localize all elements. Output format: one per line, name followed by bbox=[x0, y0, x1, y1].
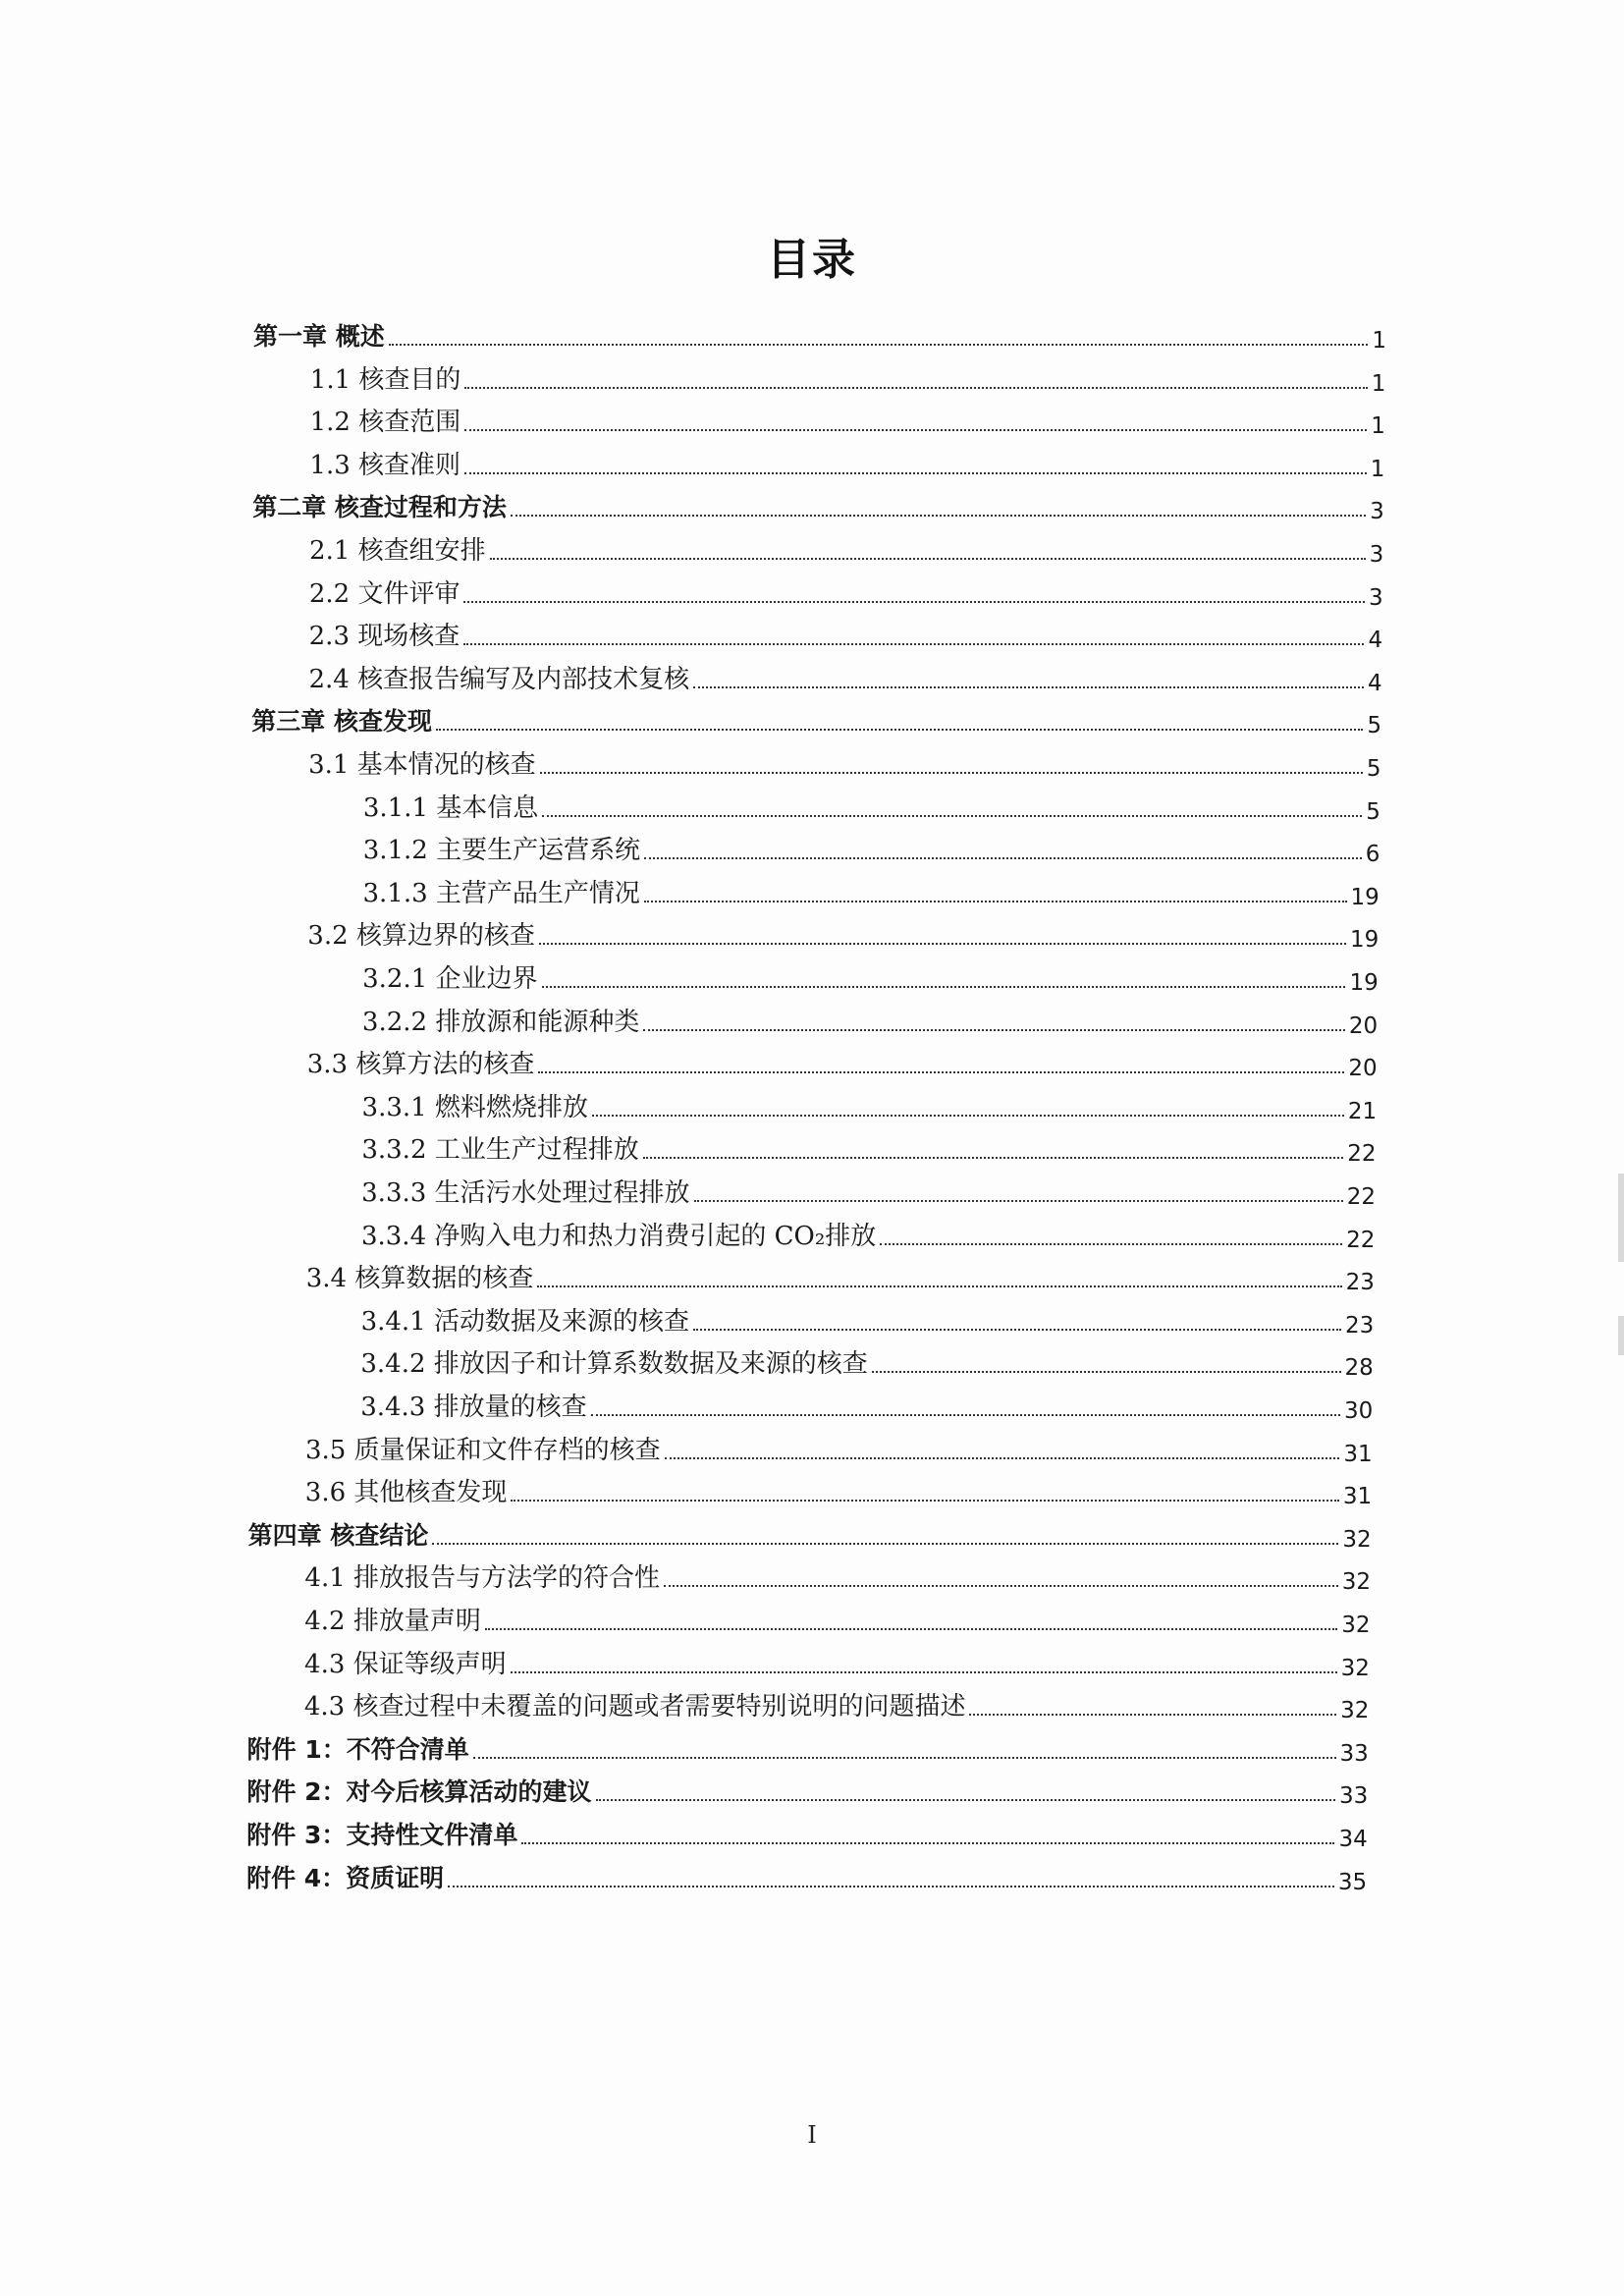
toc-section-entry[interactable] bbox=[304, 1597, 1370, 1636]
toc-section-entry[interactable] bbox=[361, 1169, 1376, 1208]
toc-entry-page: 31 bbox=[1343, 1441, 1373, 1467]
dot-leader bbox=[596, 1799, 1335, 1801]
toc-entry-label: 3.1.1 基本信息 bbox=[362, 793, 539, 823]
toc-section-entry[interactable] bbox=[363, 784, 1380, 823]
dot-leader bbox=[539, 943, 1346, 945]
toc-entry-page: 22 bbox=[1346, 1227, 1376, 1253]
toc-entry-label: 3.3.2 工业生产过程排放 bbox=[361, 1135, 639, 1166]
toc-section-entry[interactable] bbox=[362, 826, 1380, 868]
toc-entry-page: 1 bbox=[1371, 413, 1385, 440]
dot-leader bbox=[436, 729, 1363, 731]
dot-leader bbox=[521, 1842, 1334, 1844]
toc-section-entry[interactable] bbox=[306, 1040, 1378, 1082]
dot-leader bbox=[538, 1071, 1344, 1073]
dot-leader bbox=[592, 1115, 1344, 1117]
toc-chapter-entry[interactable] bbox=[246, 1768, 1369, 1810]
toc-section-entry[interactable] bbox=[361, 1297, 1375, 1337]
toc-section-entry[interactable] bbox=[362, 955, 1379, 994]
toc-entry-label: 附件 3：支持性文件清单 bbox=[246, 1821, 518, 1849]
toc-entry-label: 第四章 核查结论 bbox=[247, 1520, 429, 1550]
page-title: 目录 bbox=[767, 235, 857, 285]
toc-entry-label: 4.3 核查过程中未覆盖的问题或者需要特别说明的问题描述 bbox=[303, 1692, 966, 1722]
toc-entry-page: 4 bbox=[1368, 628, 1383, 654]
toc-section-entry[interactable] bbox=[362, 1083, 1378, 1122]
toc-entry-page: 30 bbox=[1343, 1398, 1374, 1424]
dot-leader bbox=[643, 1029, 1345, 1031]
toc-entry-label: 2.2 文件评审 bbox=[308, 578, 460, 609]
toc-entry-label: 3.2 核算边界的核查 bbox=[307, 921, 535, 952]
toc-entry-label: 4.3 保证等级声明 bbox=[304, 1649, 507, 1679]
toc-chapter-entry[interactable] bbox=[253, 312, 1386, 352]
toc-section-entry[interactable] bbox=[361, 1125, 1377, 1168]
toc-section-entry[interactable] bbox=[304, 1682, 1370, 1722]
toc-entry-page: 22 bbox=[1346, 1184, 1376, 1210]
toc-section-entry[interactable] bbox=[360, 1339, 1374, 1382]
dot-leader bbox=[464, 429, 1367, 431]
toc-entry-page: 22 bbox=[1347, 1141, 1377, 1168]
dot-leader bbox=[463, 601, 1365, 603]
toc-entry-page: 6 bbox=[1365, 842, 1380, 868]
dot-leader bbox=[490, 558, 1366, 560]
scan-edge-mark bbox=[1618, 1316, 1624, 1355]
toc-entry-page: 34 bbox=[1338, 1827, 1368, 1852]
toc-section-entry[interactable] bbox=[305, 1254, 1375, 1296]
toc-entry-page: 20 bbox=[1348, 1056, 1378, 1082]
toc-section-entry[interactable] bbox=[308, 740, 1380, 780]
toc-section-entry[interactable] bbox=[307, 911, 1380, 954]
toc-entry-label: 1.3 核查准则 bbox=[309, 450, 461, 480]
dot-leader bbox=[448, 1886, 1334, 1887]
dot-leader bbox=[643, 1157, 1344, 1159]
toc-section-entry[interactable] bbox=[308, 612, 1383, 654]
toc-entry-page: 32 bbox=[1341, 1613, 1371, 1638]
toc-entry-label: 4.1 排放报告与方法学的符合性 bbox=[304, 1563, 661, 1594]
toc-entry-label: 3.1 基本情况的核查 bbox=[308, 750, 536, 780]
toc-section-entry[interactable] bbox=[309, 570, 1383, 609]
toc-entry-page: 28 bbox=[1344, 1355, 1374, 1382]
toc-entry-page: 5 bbox=[1366, 756, 1381, 782]
toc-entry-page: 33 bbox=[1339, 1740, 1369, 1767]
toc-entry-label: 3.3.1 燃料燃烧排放 bbox=[361, 1092, 588, 1122]
toc-entry-page: 1 bbox=[1370, 456, 1385, 482]
toc-entry-label: 3.2.1 企业边界 bbox=[362, 964, 538, 994]
toc-entry-label: 附件 1：不符合清单 bbox=[246, 1734, 469, 1764]
toc-entry-label: 3.2.2 排放源和能源种类 bbox=[361, 1007, 640, 1037]
toc-entry-page: 32 bbox=[1342, 1526, 1372, 1553]
dot-leader bbox=[511, 515, 1366, 517]
toc-entry-label: 2.3 现场核查 bbox=[308, 622, 460, 652]
dot-leader bbox=[694, 1200, 1343, 1202]
toc-section-entry[interactable] bbox=[308, 655, 1381, 694]
toc-entry-label: 3.1.3 主营产品生产情况 bbox=[362, 878, 640, 908]
dot-leader bbox=[511, 1671, 1337, 1673]
toc-chapter-entry[interactable] bbox=[248, 1511, 1372, 1551]
toc-entry-page: 19 bbox=[1349, 970, 1379, 996]
toc-entry-page: 32 bbox=[1341, 1569, 1372, 1596]
dot-leader bbox=[693, 686, 1364, 688]
toc-entry-page: 21 bbox=[1347, 1098, 1378, 1124]
toc-section-entry[interactable] bbox=[304, 1640, 1370, 1679]
dot-leader bbox=[591, 1414, 1340, 1416]
dot-leader bbox=[969, 1714, 1336, 1716]
toc-entry-page: 35 bbox=[1337, 1869, 1368, 1895]
toc-entry-label: 3.3 核算方法的核查 bbox=[306, 1050, 535, 1080]
toc-entry-label: 第一章 概述 bbox=[253, 322, 385, 351]
toc-entry-label: 3.3.4 净购入电力和热力消费引起的 CO₂排放 bbox=[360, 1221, 877, 1251]
toc-entry-label: 3.4.1 活动数据及来源的核查 bbox=[360, 1306, 689, 1337]
dot-leader bbox=[664, 1585, 1338, 1587]
toc-chapter-entry[interactable] bbox=[251, 697, 1381, 737]
dot-leader bbox=[693, 1329, 1341, 1331]
toc-entry-page: 32 bbox=[1340, 1655, 1370, 1681]
toc-section-entry[interactable] bbox=[309, 526, 1383, 566]
dot-leader bbox=[880, 1243, 1342, 1245]
dot-leader bbox=[665, 1457, 1340, 1459]
toc-section-entry[interactable] bbox=[305, 1426, 1373, 1465]
toc-entry-label: 3.4.2 排放因子和计算系数数据及来源的核查 bbox=[360, 1349, 868, 1380]
toc-section-entry[interactable] bbox=[361, 1212, 1375, 1251]
toc-entry-label: 3.3.3 生活污水处理过程排放 bbox=[361, 1178, 690, 1208]
toc-entry-label: 3.1.2 主要生产运营系统 bbox=[362, 836, 641, 866]
dot-leader bbox=[644, 857, 1362, 859]
toc-section-entry[interactable] bbox=[362, 998, 1378, 1037]
dot-leader bbox=[540, 772, 1363, 774]
page-number: I bbox=[807, 2121, 817, 2149]
toc-section-entry[interactable] bbox=[360, 1383, 1373, 1422]
toc-entry-label: 3.4.3 排放量的核查 bbox=[360, 1393, 587, 1422]
toc-entry-label: 附件 4：资质证明 bbox=[246, 1863, 445, 1892]
toc-entry-page: 5 bbox=[1367, 713, 1382, 739]
toc-entry-label: 3.6 其他核查发现 bbox=[304, 1478, 508, 1508]
dot-leader bbox=[511, 1500, 1338, 1502]
toc-chapter-entry[interactable] bbox=[247, 1725, 1369, 1765]
toc-entry-label: 2.4 核查报告编写及内部技术复核 bbox=[308, 664, 690, 694]
toc-entry-page: 33 bbox=[1339, 1783, 1369, 1810]
dot-leader bbox=[485, 1628, 1337, 1630]
dot-leader bbox=[463, 643, 1364, 645]
toc-section-entry[interactable] bbox=[304, 1468, 1373, 1510]
toc-entry-page: 20 bbox=[1348, 1012, 1379, 1039]
dot-leader bbox=[473, 1757, 1336, 1759]
dot-leader bbox=[464, 387, 1367, 389]
dot-leader bbox=[537, 1285, 1341, 1287]
toc-entry-label: 3.5 质量保证和文件存档的核查 bbox=[304, 1435, 661, 1465]
dot-leader bbox=[644, 901, 1347, 902]
dot-leader bbox=[542, 815, 1362, 817]
toc-section-entry[interactable] bbox=[304, 1554, 1372, 1596]
dot-leader bbox=[432, 1543, 1338, 1545]
toc-entry-page: 23 bbox=[1345, 1312, 1375, 1339]
dot-leader bbox=[464, 472, 1367, 474]
toc-entry-page: 3 bbox=[1369, 542, 1384, 568]
dot-leader bbox=[542, 986, 1346, 988]
toc-entry-page: 31 bbox=[1342, 1484, 1373, 1510]
toc-section-entry[interactable] bbox=[309, 441, 1384, 480]
toc-chapter-entry[interactable] bbox=[252, 483, 1384, 525]
toc-entry-page: 3 bbox=[1370, 499, 1384, 525]
toc-chapter-entry[interactable] bbox=[246, 1854, 1367, 1893]
toc-entry-page: 1 bbox=[1371, 370, 1386, 397]
toc-entry-label: 第三章 核查发现 bbox=[251, 707, 432, 737]
toc-entry-page: 4 bbox=[1367, 670, 1382, 696]
toc-entry-page: 23 bbox=[1345, 1270, 1375, 1296]
toc-entry-label: 4.2 排放量声明 bbox=[304, 1607, 481, 1636]
toc-chapter-entry[interactable] bbox=[246, 1811, 1367, 1850]
toc-section-entry[interactable] bbox=[310, 355, 1386, 395]
toc-entry-label: 第二章 核查过程和方法 bbox=[252, 493, 507, 522]
toc-section-entry[interactable] bbox=[309, 398, 1385, 440]
toc-entry-page: 3 bbox=[1369, 584, 1383, 611]
toc-entry-page: 5 bbox=[1366, 798, 1380, 825]
toc-entry-label: 3.4 核算数据的核查 bbox=[305, 1264, 534, 1294]
toc-entry-label: 1.1 核查目的 bbox=[309, 364, 461, 395]
toc-entry-label: 2.1 核查组安排 bbox=[309, 536, 486, 566]
toc-entry-page: 32 bbox=[1340, 1698, 1370, 1724]
toc-entry-page: 19 bbox=[1350, 884, 1380, 910]
toc-section-entry[interactable] bbox=[362, 869, 1379, 908]
dot-leader bbox=[872, 1371, 1341, 1373]
toc-entry-label: 1.2 核查范围 bbox=[309, 408, 461, 438]
toc-entry-page: 19 bbox=[1350, 927, 1380, 954]
toc-entry-page: 1 bbox=[1372, 328, 1386, 354]
dot-leader bbox=[389, 344, 1369, 346]
scan-edge-mark bbox=[1618, 1174, 1624, 1262]
toc-entry-label: 附件 2：对今后核算活动的建议 bbox=[246, 1777, 592, 1807]
